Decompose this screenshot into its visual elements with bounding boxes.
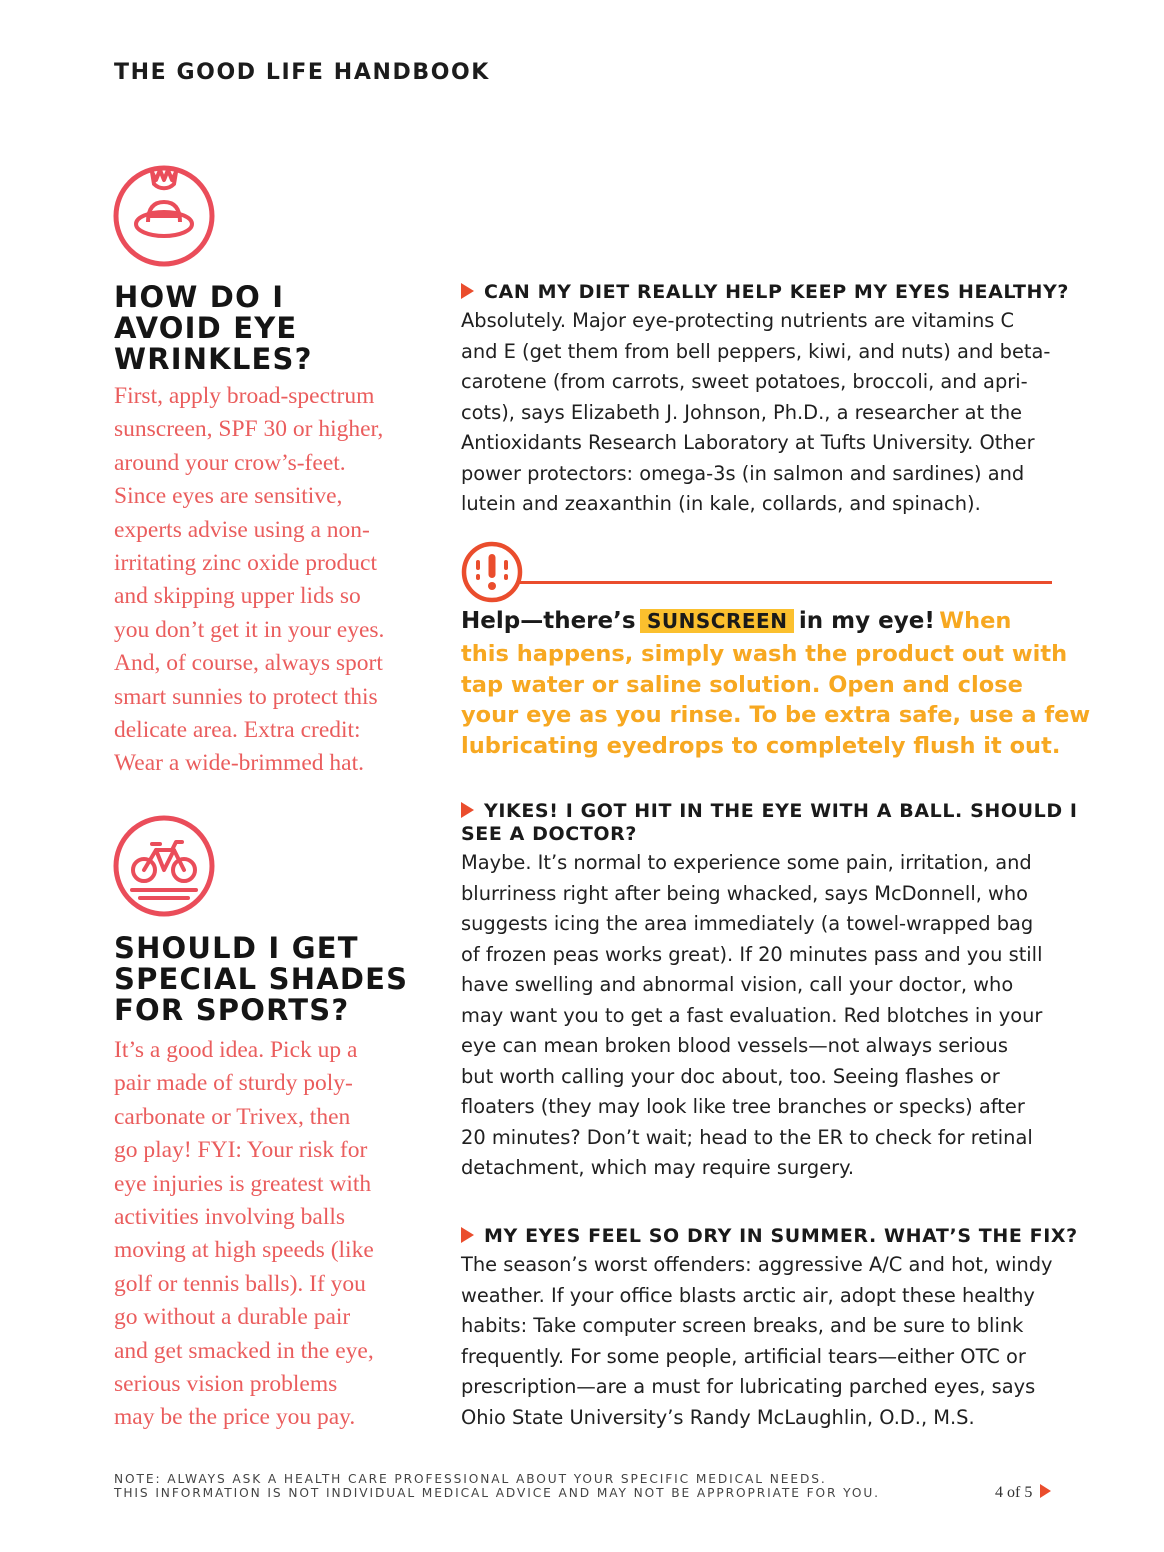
heading-line: HOW DO I (114, 280, 285, 314)
callout-lead-after: in my eye! (798, 608, 935, 634)
callout-lead-line (461, 606, 1011, 637)
text-line: 20 minutes? Don’t wait; head to the ER to check for retinal (461, 1125, 1033, 1149)
triangle-arrow-icon (461, 1227, 474, 1243)
footer-note (114, 1472, 880, 1500)
text-line: First, apply broad-spectrum (114, 383, 375, 409)
heading-line: SEE A DOCTOR? (461, 823, 638, 845)
text-line: cots), says Elizabeth J. Johnson, Ph.D., a researcher at the (461, 400, 1023, 424)
text-line: Ohio State University’s Randy McLaughlin, O.D., M.S. (461, 1405, 975, 1429)
text-line: eye can mean broken blood vessels—not always serious (461, 1034, 1008, 1057)
text-line: detachment, which may require surgery. (461, 1156, 854, 1179)
text-line: carotene (from carrots, sweet potatoes, broccoli, and apri- (461, 370, 1028, 393)
text-line: and get smacked in the eye, (114, 1337, 374, 1364)
footer-line: THIS INFORMATION IS NOT INDIVIDUAL MEDICAL ADVICE AND MAY NOT BE APPROPRIATE FOR YOU. (114, 1486, 880, 1500)
text-line: and skipping upper lids so (114, 583, 361, 610)
sunscreen-highlight: SUNSCREEN (640, 609, 794, 633)
heading-text: YIKES! I GOT HIT IN THE EYE WITH A BALL. SHOULD I (484, 800, 1078, 822)
text-line: pair made of sturdy poly- (114, 1070, 353, 1097)
text-line: sunscreen, SPF 30 or higher, (114, 416, 384, 443)
dry-heading (461, 1225, 1078, 1248)
text-line: blurriness right after being whacked, says McDonnell, who (461, 881, 1029, 905)
heading-line: SHOULD I GET (114, 931, 359, 965)
text-line: carbonate or Trivex, then (114, 1103, 351, 1130)
triangle-arrow-icon (461, 283, 474, 299)
text-line: prescription—are a must for lubricating parched eyes, says (461, 1375, 1036, 1398)
text-line: and E (get them from bell peppers, kiwi, and nuts) and beta- (461, 339, 1051, 363)
text-line: power protectors: omega-3s (in salmon and sardines) and (461, 461, 1025, 485)
heading-line (461, 1225, 1078, 1248)
heading-line: WRINKLES? (114, 342, 313, 376)
shades-text (114, 1034, 374, 1435)
text-line: experts advise using a non- (114, 516, 370, 543)
page-number[interactable] (995, 1484, 1051, 1502)
heading-line: AVOID EYE (114, 311, 298, 345)
heading-text: CAN MY DIET REALLY HELP KEEP MY EYES HEALTHY? (484, 281, 1070, 303)
bicycle-icon (112, 814, 216, 918)
text-line: It’s a good idea. Pick up a (114, 1037, 358, 1063)
text-line: but worth calling your doc about, too. Seeing flashes or (461, 1064, 1000, 1088)
text-line: irritating zinc oxide product (114, 550, 377, 577)
text-line: suggests icing the area immediately (a towel-wrapped bag (461, 912, 1034, 935)
text-line: have swelling and abnormal vision, call your doctor, who (461, 973, 1014, 996)
footer-line: NOTE: ALWAYS ASK A HEALTH CARE PROFESSIONAL ABOUT YOUR SPECIFIC MEDICAL NEEDS. (114, 1472, 827, 1486)
wrinkles-text (114, 380, 384, 781)
text-line: eye injuries is greatest with (114, 1170, 372, 1197)
diet-heading (461, 281, 1069, 304)
text-line: Wear a wide-brimmed hat. (114, 750, 364, 777)
dry-text (461, 1250, 1053, 1433)
text-line: lutein and zeaxanthin (in kale, collards, and spinach). (461, 492, 981, 515)
heading-line (461, 281, 1069, 304)
text-line: lubricating eyedrops to completely flush it out. (461, 732, 1061, 759)
text-line: may want you to get a fast evaluation. Red blotches in your (461, 1003, 1043, 1027)
handbook-title: THE GOOD LIFE HANDBOOK (114, 60, 490, 85)
text-line: tap water or saline solution. Open and close (461, 671, 1023, 698)
text-line: moving at high speeds (like (114, 1237, 374, 1264)
text-line: your eye as you rinse. To be extra safe, use a few (461, 702, 1091, 728)
heading-line: SPECIAL SHADES (114, 962, 409, 996)
text-line: this happens, simply wash the product out with (461, 641, 1068, 667)
exclamation-icon (460, 540, 524, 604)
callout-text (461, 639, 1090, 761)
heading-line (461, 800, 1078, 823)
text-line: serious vision problems (114, 1371, 338, 1398)
triangle-arrow-icon (461, 802, 474, 818)
callout-first-tail: When (939, 608, 1012, 634)
shades-heading (114, 933, 408, 1026)
text-line: you don’t get it in your eyes. (114, 616, 385, 643)
next-page-arrow-icon[interactable] (1040, 1484, 1051, 1498)
text-line: delicate area. Extra credit: (114, 717, 361, 744)
heading-line: FOR SPORTS? (114, 993, 350, 1027)
page-number-text: 4 of 5 (995, 1484, 1033, 1501)
text-line: And, of course, always sport (114, 650, 383, 677)
text-line: The season’s worst offenders: aggressive A/C and hot, windy (461, 1253, 1053, 1276)
text-line: of frozen peas works great). If 20 minutes pass and you still (461, 942, 1043, 966)
text-line: Absolutely. Major eye-protecting nutrients are vitamins C (461, 309, 1015, 332)
heading-text: MY EYES FEEL SO DRY IN SUMMER. WHAT’S THE FIX? (484, 1225, 1078, 1247)
diet-text (461, 306, 1050, 520)
callout-divider (520, 581, 1052, 584)
text-line: golf or tennis balls). If you (114, 1270, 366, 1297)
text-line: Since eyes are sensitive, (114, 483, 343, 510)
text-line: weather. If your office blasts arctic air, adopt these healthy (461, 1283, 1035, 1307)
callout-lead: Help—there’s (461, 608, 636, 634)
text-line: around your crow’s-feet. (114, 449, 346, 476)
text-line: go play! FYI: Your risk for (114, 1137, 368, 1164)
ball-text (461, 848, 1042, 1184)
text-line: habits: Take computer screen breaks, and be sure to blink (461, 1314, 1024, 1337)
text-line: floaters (they may look like tree branches or specks) after (461, 1095, 1025, 1118)
text-line: Maybe. It’s normal to experience some pain, irritation, and (461, 851, 1032, 874)
text-line: may be the price you pay. (114, 1404, 356, 1431)
text-line: Antioxidants Research Laboratory at Tufts University. Other (461, 431, 1035, 454)
sun-hat-icon (112, 164, 216, 268)
text-line: activities involving balls (114, 1204, 346, 1231)
text-line: frequently. For some people, artificial tears—either OTC or (461, 1344, 1026, 1368)
ball-heading (461, 800, 1078, 846)
wrinkles-heading (114, 282, 313, 375)
text-line: go without a durable pair (114, 1304, 351, 1331)
text-line: smart sunnies to protect this (114, 683, 378, 710)
